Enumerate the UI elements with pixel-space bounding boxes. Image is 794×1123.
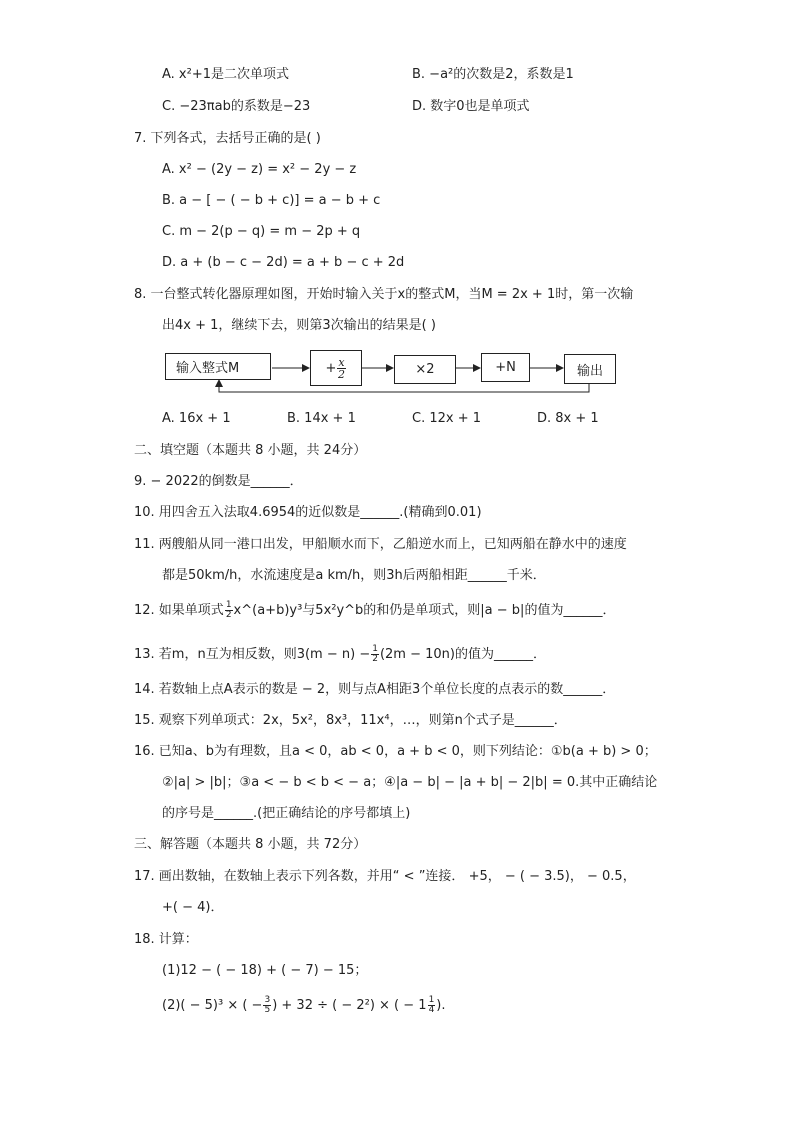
q17-line2: +( − 4)． — [162, 900, 224, 915]
section-answer-heading: 三、解答题（本题共 8 小题，共 72分） — [134, 837, 367, 852]
q18-p2-prefix: (2)( − 5)³ × ( − — [162, 998, 263, 1013]
q8-stem-line2: 出4x + 1，继续下去，则第3次输出的结果是( ) — [162, 318, 436, 333]
q18-p2-frac2-den: 4 — [428, 1005, 435, 1015]
q7-option-c: C. m − 2(p − q) = m − 2p + q — [162, 224, 361, 239]
q12-frac-den: 2 — [225, 610, 232, 620]
q7-option-b: B. a − [ − ( − b + c)] = a − b + c — [162, 193, 381, 208]
q13-prefix: 13. 若m，n互为相反数，则3(m − n) − — [134, 647, 371, 662]
q12-frac-num: 1 — [225, 600, 232, 610]
q14: 14. 若数轴上点A表示的数是 − 2，则与点A相距3个单位长度的点表示的数______． — [134, 682, 616, 697]
q11-line1: 11. 两艘船从同一港口出发，甲船顺水而下，乙船逆水而上，已知两船在静水中的速度 — [134, 537, 627, 552]
q13 — [134, 645, 546, 664]
flow-add-n-box: +N — [481, 353, 530, 382]
q18-p2-fraction2 — [428, 996, 436, 1015]
q13-frac-den: 2 — [372, 654, 378, 664]
q16-line3: 的序号是______.(把正确结论的序号都填上) — [162, 806, 411, 821]
flow-fraction-denominator: 2 — [337, 367, 345, 381]
q18-p2-suffix: ). — [436, 998, 446, 1013]
q7-option-a: A. x² − (2y − z) = x² − 2y − z — [162, 162, 357, 177]
q12-fraction — [225, 601, 233, 620]
q15: 15. 观察下列单项式：2x，5x²，8x³，11x⁴，…，则第n个式子是______． — [134, 713, 567, 728]
q7-stem: 7. 下列各式，去括号正确的是( ) — [134, 131, 321, 146]
q18-p2-fraction1 — [263, 996, 271, 1015]
q18-p2-frac1-num: 3 — [264, 995, 271, 1005]
q16-line1: 16. 已知a、b为有理数，且a < 0，ab < 0，a + b < 0，则下列结论：①b(a + b) > 0； — [134, 744, 657, 759]
q18-stem: 18. 计算： — [134, 932, 198, 947]
q6-option-d: D. 数字0也是单项式 — [412, 99, 530, 114]
q7-option-d: D. a + (b − c − 2d) = a + b − c + 2d — [162, 255, 405, 270]
section-fill-in-heading: 二、填空题（本题共 8 小题，共 24分） — [134, 443, 367, 458]
flow-output-box: 输出 — [564, 354, 616, 384]
flow-fraction — [337, 357, 345, 380]
flow-add-half-x-box — [310, 350, 362, 386]
q8-stem-line1: 8. 一台整式转化器原理如图，开始时输入关于x的整式M，当M = 2x + 1时，第一次输 — [134, 287, 634, 302]
q13-suffix: (2m − 10n)的值为______． — [379, 647, 546, 662]
q17-line1: 17. 画出数轴，在数轴上表示下列各数，并用“ < ”连接． +5， − ( − 3.5)， − 0.5， — [134, 869, 636, 884]
q12-suffix: x^(a+b)y³与5x²y^b的和仍是单项式，则|a − b|的值为______． — [233, 603, 616, 618]
q9: 9. − 2022的倒数是______． — [134, 474, 303, 489]
q13-frac-num: 1 — [372, 644, 378, 654]
flow-times-two-box: ×2 — [394, 355, 456, 384]
q18-p2-middle: ) + 32 ÷ ( − 2²) × ( − 1 — [272, 998, 427, 1013]
flow-input-box: 输入整式M — [165, 353, 271, 380]
q8-option-a: A. 16x + 1 — [162, 411, 231, 426]
q6-option-a: A. x²+1是二次单项式 — [162, 67, 289, 82]
q18-p2-frac2-num: 1 — [428, 995, 435, 1005]
q10: 10. 用四舍五入法取4.6954的近似数是______.(精确到0.01) — [134, 505, 482, 520]
flow-fraction-numerator: x — [338, 355, 345, 369]
q12 — [134, 601, 615, 620]
q18-p2-frac1-den: 5 — [264, 1005, 271, 1015]
q16-line2: ②|a| > |b|；③a < − b < b < − a；④|a − b| − |a + b| − 2|b| = 0.其中正确结论 — [162, 775, 658, 790]
q8-option-d: D. 8x + 1 — [537, 411, 599, 426]
q11-line2: 都是50km/h，水流速度是a km/h，则3h后两船相距______千米． — [162, 568, 546, 583]
q6-option-b: B. −a²的次数是2，系数是1 — [412, 67, 574, 82]
q8-option-c: C. 12x + 1 — [412, 411, 482, 426]
q8-option-b: B. 14x + 1 — [287, 411, 356, 426]
flow-plus-sign: + — [325, 360, 337, 376]
q12-prefix: 12. 如果单项式 — [134, 603, 224, 618]
q18-part1: (1)12 − ( − 18) + ( − 7) − 15； — [162, 963, 368, 978]
q18-part2 — [162, 996, 446, 1015]
q13-fraction — [371, 645, 379, 664]
q6-option-c: C. −23πab的系数是−23 — [162, 99, 311, 114]
